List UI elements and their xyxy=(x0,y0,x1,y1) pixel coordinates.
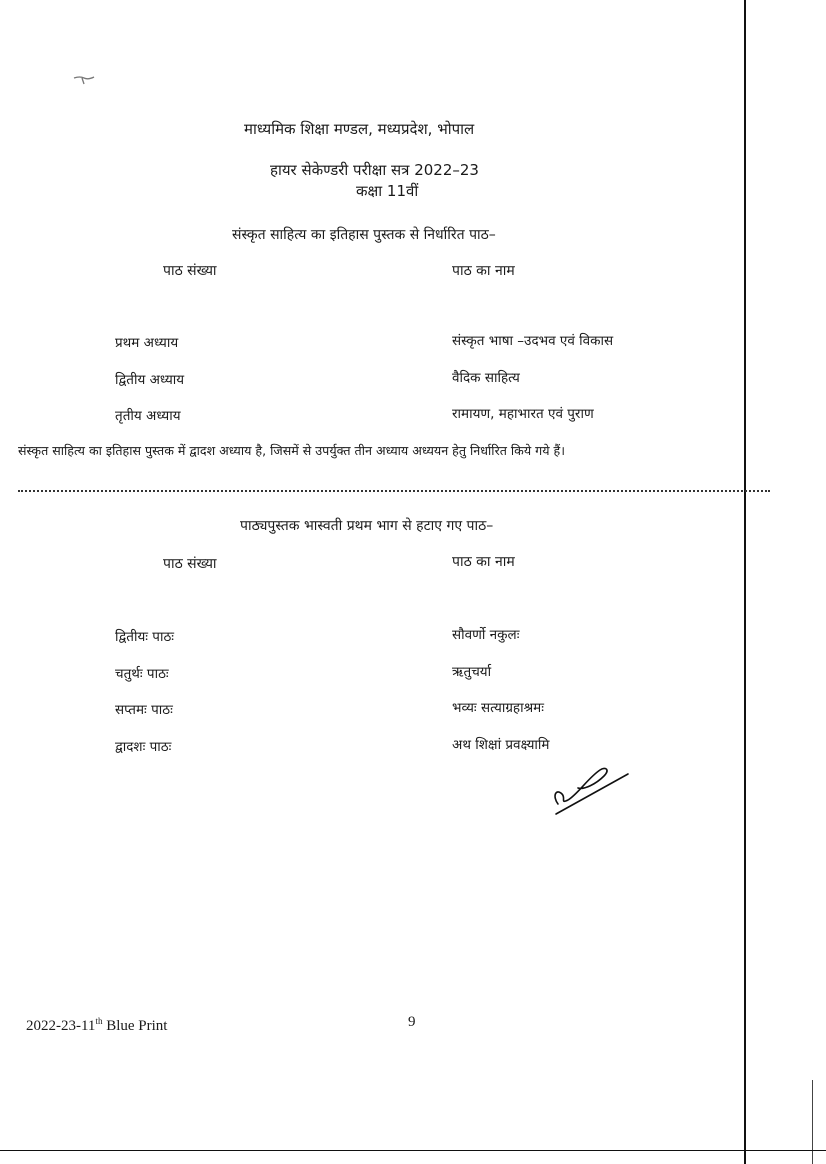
section-divider xyxy=(18,490,770,492)
board-title: माध्यमिक शिक्षा मण्डल, मध्यप्रदेश, भोपाल xyxy=(244,120,475,138)
section1-col-right: पाठ का नाम xyxy=(452,263,515,279)
section1-col-left: पाठ संख्या xyxy=(163,263,217,279)
section1-title: संस्कृत साहित्य का इतिहास पुस्तक से निर्धारित पाठ– xyxy=(232,227,496,243)
footer-doc-suffix: Blue Print xyxy=(102,1018,168,1034)
section1-row-num: तृतीय अध्याय xyxy=(115,408,181,424)
page-right-border xyxy=(744,0,746,1164)
section2-row-num: द्वादशः पाठः xyxy=(115,739,172,755)
section2-row-num: द्वितीयः पाठः xyxy=(115,629,175,645)
footer-doc-prefix: 2022-23-11 xyxy=(26,1018,96,1034)
section2-row-name: सौवर्णो नकुलः xyxy=(452,627,520,643)
class-title: कक्षा 11वीं xyxy=(356,182,419,200)
signature xyxy=(548,760,632,816)
footer-doc-sup: th xyxy=(95,1016,103,1026)
section1-row-num: द्वितीय अध्याय xyxy=(115,372,185,388)
section1-row-name: वैदिक साहित्य xyxy=(452,370,520,386)
section2-col-left: पाठ संख्या xyxy=(163,556,217,572)
scan-mark xyxy=(72,74,96,86)
footer-doc-label xyxy=(26,1016,167,1035)
page-edge-line xyxy=(812,1080,813,1164)
page-number: 9 xyxy=(408,1014,416,1030)
exam-title: हायर सेकेण्डरी परीक्षा सत्र 2022–23 xyxy=(270,161,479,179)
section2-row-name: भव्यः सत्याग्रहाश्रमः xyxy=(452,700,544,716)
section1-row-num: प्रथम अध्याय xyxy=(115,335,179,351)
section2-row-name: अथ शिक्षां प्रवक्ष्यामि xyxy=(452,737,550,753)
section1-row-name: रामायण, महाभारत एवं पुराण xyxy=(452,406,594,422)
section2-title: पाठ्यपुस्तक भास्वती प्रथम भाग से हटाए गए पाठ– xyxy=(240,518,494,534)
page-bottom-border xyxy=(0,1150,826,1151)
section1-note: संस्कृत साहित्य का इतिहास पुस्तक में द्वादश अध्याय है, जिसमें से उपर्युक्त तीन अध्याय अध्ययन हेतु निर्धारित किये गये हैं। xyxy=(18,443,566,458)
section2-row-num: सप्तमः पाठः xyxy=(115,702,173,718)
section2-row-name: ऋतुचर्या xyxy=(452,664,492,680)
section2-row-num: चतुर्थः पाठः xyxy=(115,666,169,682)
section1-row-name: संस्कृत भाषा –उदभव एवं विकास xyxy=(452,333,614,349)
section2-col-right: पाठ का नाम xyxy=(452,554,515,570)
